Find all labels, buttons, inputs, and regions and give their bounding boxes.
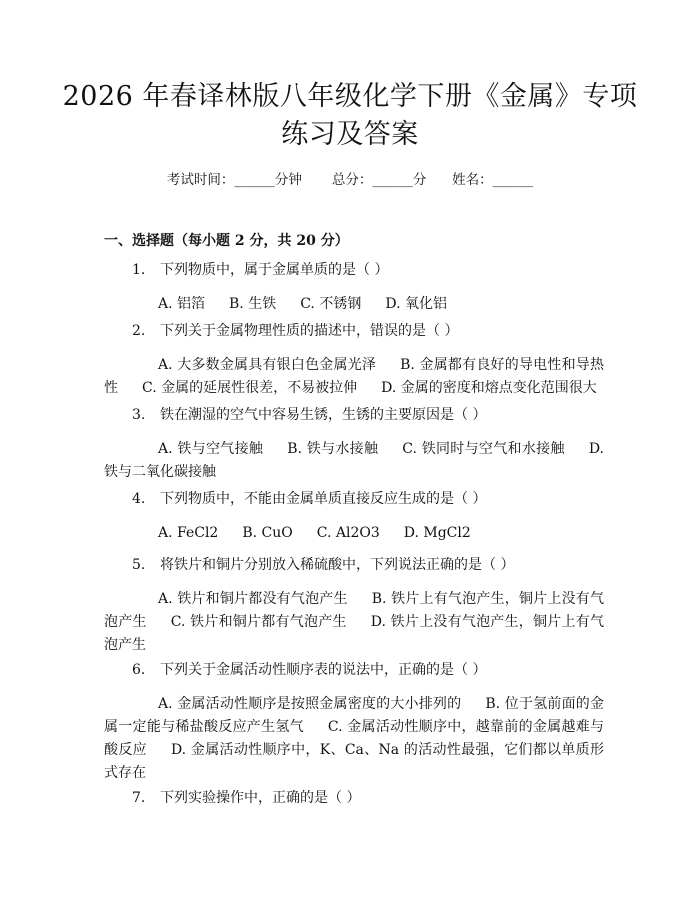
question-options [104,693,604,785]
exam-info [0,168,700,188]
question-options [104,354,604,400]
option-b: B. 金属都有良好的导电性和导热性 [104,357,604,396]
question-number: 2. [132,323,146,339]
option-c: C. 不锈钢 [300,296,362,312]
document-title: 2026 年春译林版八年级化学下册《金属》专项练习及答案 [62,81,638,150]
option-c: C. 铁同时与空气和水接触 [402,441,565,457]
question-stem [104,554,604,576]
name-blank: ______ [492,172,534,188]
question-4 [104,488,604,545]
question-2 [104,320,604,400]
option-b: B. 生铁 [229,296,277,312]
question-stem [104,320,604,342]
question-text: 下列关于金属物理性质的描述中，错误的是（ ） [160,323,459,339]
section-heading: 一、选择题（每小题 2 分，共 20 分） [104,233,349,249]
option-d: D. 铁片上没有气泡产生，铜片上有气泡产生 [104,614,604,653]
option-b: B. 铁与水接触 [287,441,379,457]
question-number: 3. [132,407,146,423]
question-number: 5. [132,557,146,573]
question-stem [104,488,604,510]
question-stem [104,659,604,681]
question-number: 7. [132,790,146,806]
question-7 [104,787,604,809]
option-d: D. 铁与二氧化碳接触 [104,441,604,480]
name-label: 姓名： [452,172,493,188]
option-d: D. 金属活动性顺序中，K、Ca、Na 的活动性最强，它们都以单质形式存在 [104,742,604,781]
option-b: B. CuO [242,525,293,541]
question-5 [104,554,604,657]
question-3 [104,404,604,484]
question-number: 1. [132,262,146,278]
option-b: B. 铁片上有气泡产生，铜片上没有气泡产生 [104,591,604,630]
time-blank: ______ [234,172,275,188]
question-text: 将铁片和铜片分别放入稀硫酸中，下列说法正确的是（ ） [160,557,515,573]
question-number: 6. [132,662,146,678]
option-c: C. 金属活动性顺序中，越靠前的金属越难与酸反应 [104,719,604,758]
question-stem [104,259,604,281]
option-a: A. 铁与空气接触 [158,441,264,457]
time-label: 考试时间： [166,172,235,188]
option-d: D. 金属的密度和熔点变化范围很大 [381,380,597,396]
question-number: 4. [132,491,146,507]
score-label: 总分： [331,172,373,188]
time-unit: 分钟 [274,172,302,188]
option-c: C. 铁片和铜片都有气泡产生 [170,614,347,630]
option-c: C. Al2O3 [316,525,380,541]
option-a: A. FeCl2 [158,525,219,541]
question-6 [104,659,604,785]
question-text: 下列实验操作中，正确的是（ ） [160,790,361,806]
question-options [104,438,604,484]
score-unit: 分 [412,172,427,188]
option-a: A. 铝箔 [158,296,206,312]
question-text: 铁在潮湿的空气中容易生锈，生锈的主要原因是（ ） [160,407,487,423]
question-1 [104,259,604,316]
option-d: D. 氧化铝 [385,296,447,312]
score-blank: ______ [372,172,413,188]
question-text: 下列物质中，不能由金属单质直接反应生成的是（ ） [160,491,487,507]
question-options [104,293,604,316]
question-options [104,588,604,657]
option-c: C. 金属的延展性很差，不易被拉伸 [142,380,358,396]
question-stem [104,787,604,809]
question-text: 下列关于金属活动性顺序表的说法中，正确的是（ ） [160,662,487,678]
question-stem [104,404,604,426]
question-text: 下列物质中，属于金属单质的是（ ） [160,262,389,278]
option-d: D. MgCl2 [403,525,471,541]
option-a: A. 铁片和铜片都没有气泡产生 [158,591,348,607]
option-a: A. 大多数金属具有银白色金属光泽 [158,357,377,373]
question-options [104,522,604,545]
option-b: B. 位于氢前面的金属一定能与稀盐酸反应产生氢气 [104,696,604,735]
option-a: A. 金属活动性顺序是按照金属密度的大小排列的 [158,696,462,712]
